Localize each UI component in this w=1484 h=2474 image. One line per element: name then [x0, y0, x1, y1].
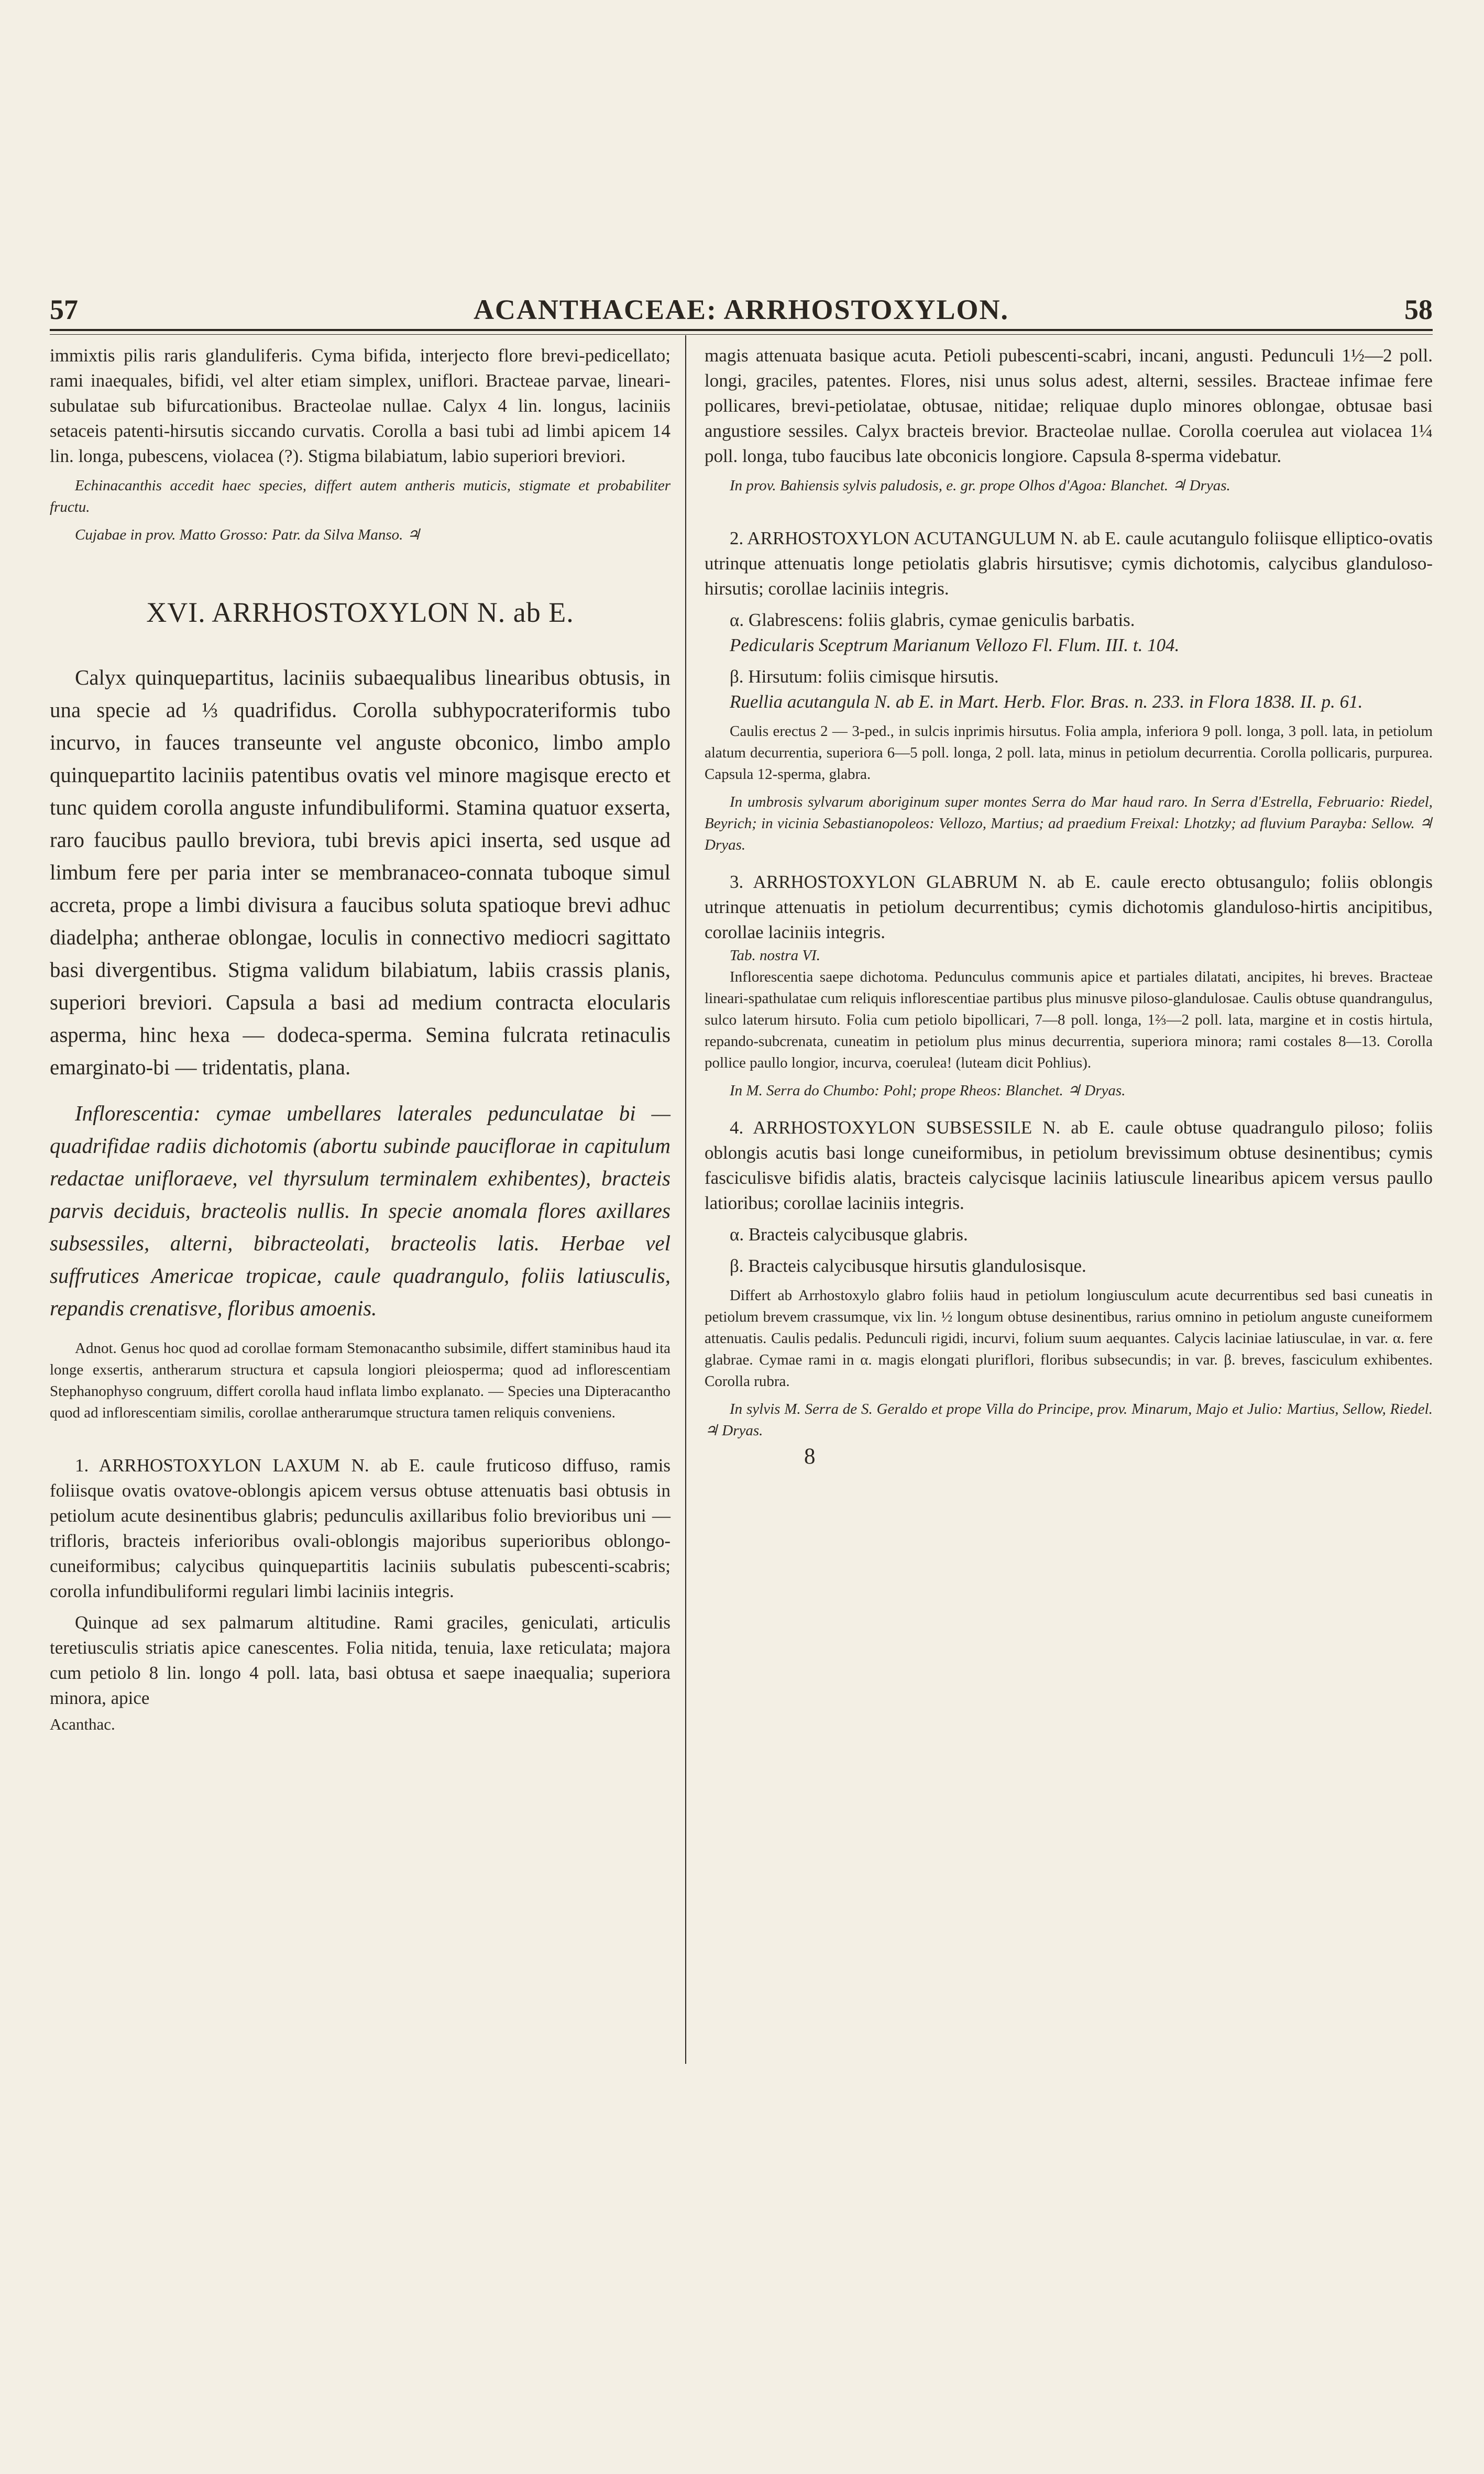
locality: Cujabae in prov. Matto Grosso: Patr. da Silva Manso. ♃ [75, 526, 421, 543]
column-divider [685, 335, 686, 2064]
header-rule-thin [50, 334, 1433, 335]
plate-reference: Tab. nostra VI. [730, 947, 820, 964]
genus-description: Calyx quinquepartitus, laciniis subaequalibus linearibus obtusis, in una specie ad ⅓ quadrifidus. Corolla subhypocrateriformis tubo incurvo, in fauces transeunte vel anguste obconico, limbo amplo quinquepartito laciniis patentibus ovatis vel minore magisque erecto et tunc quidem corolla anguste infundibuliformi. Stamina quatuor exserta, raro faucibus paullo breviora, tubi brevis apici inserta, sed usque ad limbum fere per paria inter se membranaceo-connata tuboque simul accreta, prope a limbi divisura a faucibus soluta spatioque brevi adhuc diadelpha; antherae oblongae, loculis in connectivo mediocri sagittato basi divergentibus. Stigma validum bilabiatum, labiis crassis planis, superiori breviori. Capsula a basi ad medium contracta elocularis asperma, hinc hexa — dodeca-sperma. Semina fulcrata retinaculis emarginato-bi — tridentatis, plana. [50, 665, 670, 1079]
species-4-description: Differt ab Arrhostoxylo glabro foliis haud in petiolum longiusculum acute decurrentibus sed basi cuneatis in petiolum brevem crassumque, vix lin. ½ longum obtuse desinentibus, rarius omnino in petiolum anguste cuneiformem attenuatis. Caulis pedalis. Pedunculi rigidi, incurvi, folium suum aequantes. Calycis laciniae latiusculae, in var. α. fere glabrae. Cymae rami in α. magis elongati pluriflori, floribus subsecundis; in var. β. breves, fasciculum exhibentes. Corolla rubra. [705, 1287, 1433, 1390]
left-column [50, 343, 670, 1734]
variety-alpha: α. Bracteis calycibusque glabris. [730, 1224, 968, 1245]
page-number-left: 57 [50, 294, 78, 325]
note: Echinacanthis accedit haec species, differt autem antheris muticis, stigmate et probabiliter fructu. [50, 477, 670, 515]
locality: In prov. Bahiensis sylvis paludosis, e. gr. prope Olhos d'Agoa: Blanchet. ♃ Dryas. [730, 477, 1230, 494]
header-rule [50, 329, 1433, 331]
running-head [50, 293, 1433, 330]
synonym: Pedicularis Sceptrum Marianum Vellozo Fl. Flum. III. t. 104. [730, 635, 1180, 655]
signature-number: 8 [804, 1444, 816, 1469]
species-3-diagnosis: 3. ARRHOSTOXYLON GLABRUM N. ab E. caule erecto obtusangulo; foliis oblongis utrinque attenuatis in petiolum decurrentibus; cymis dichotomis glanduloso-hirtis ancipitibus, corollae laciniis integris. [705, 872, 1433, 942]
variety-alpha: α. Glabrescens: foliis glabris, cymae geniculis barbatis. [730, 610, 1135, 630]
locality: In M. Serra do Chumbo: Pohl; prope Rheos: Blanchet. ♃ Dryas. [730, 1082, 1126, 1099]
right-column [705, 343, 1433, 1469]
paragraph: magis attenuata basique acuta. Petioli pubescenti-scabri, incani, angusti. Pedunculi 1½—2 poll. longi, graciles, patentes. Flores, nisi unus solus adest, alterni, sessiles. Bracteae infimae fere pollicares, brevi-petiolatae, obtusae, nitidae; reliquae duplo minores oblongae, obtusae basi angustiore sessiles. Calyx bracteis brevior. Bracteolae nullae. Corolla coerulea aut violacea 1¼ poll. longa, tubo faucibus late obconicis longiore. Capsula 8-sperma videbatur. [705, 345, 1433, 466]
signature-mark: Acanthac. [50, 1715, 115, 1733]
species-2-diagnosis: 2. ARRHOSTOXYLON ACUTANGULUM N. ab E. caule acutangulo foliisque elliptico-ovatis utrinque attenuatis longe petiolatis glabris hirsutisve; cymis dichotomis, calycibus glanduloso-hirsutis; corollae laciniis integris. [705, 528, 1433, 599]
species-3-description: Inflorescentia saepe dichotoma. Pedunculus communis apice et partiales dilatati, ancipites, hi breves. Bracteae lineari-spathulatae cum reliquis inflorescentiae partibus plus minusve piloso-glandulosae. Caulis obtuse quandrangulus, sulco laterum hirsuto. Folia cum petiolo bipollicari, 7—8 poll. longa, 1⅔—2 poll. lata, margine et in costis hirtula, repando-subcrenata, cuneatim in petiolum plus minus decurrentia, superiora minora; rami costales 8—13. Corolla pollice paullo longior, incurva, coerulea! (luteam dicit Pohlius). [705, 969, 1433, 1071]
species-4-diagnosis: 4. ARRHOSTOXYLON SUBSESSILE N. ab E. caule obtuse quadrangulo piloso; foliis oblongis acutis basi longe cuneiformibus, in petiolum brevissimum obtuse desinentibus; cymis fasciculisve bifidis alatis, bracteis calycisque laciniis latiuscule linearibus apicem versus paullo latioribus; corollae laciniis integris. [705, 1117, 1433, 1213]
variety-beta: β. Hirsutum: foliis cimisque hirsutis. [730, 666, 999, 687]
species-2-description: Caulis erectus 2 — 3-ped., in sulcis inprimis hirsutus. Folia ampla, inferiora 9 poll. longa, 3 poll. lata, in petiolum alatum decurrentia, superiora 6—5 poll. longa, 2 poll. lata, minus in petiolum decurrentia. Corolla pollicaris, purpurea. Capsula 12-sperma, glabra. [705, 723, 1433, 783]
locality: In umbrosis sylvarum aboriginum super montes Serra do Mar haud raro. In Serra d'Estrella, Februario: Riedel, Beyrich; in vicinia Sebastianopoleos: Vellozo, Martius; ad praedium Freixal: Lhotzky; ad fluvium Parayba: Sellow. ♃ Dryas. [705, 794, 1433, 853]
locality: In sylvis M. Serra de S. Geraldo et prope Villa do Principe, prov. Minarum, Majo et Julio: Martius, Sellow, Riedel. ♃ Dryas. [705, 1401, 1433, 1439]
species-1-description: Quinque ad sex palmarum altitudine. Rami graciles, geniculati, articulis teretiusculis striatis apice canescentes. Folia nitida, tenuia, laxe reticulata; majora cum petiolo 8 lin. longo 4 poll. lata, basi obtusa et saepe inaequalia; superiora minora, apice [50, 1612, 670, 1708]
running-title: ACANTHACEAE: ARRHOSTOXYLON. [473, 294, 1009, 325]
paragraph: immixtis pilis raris glanduliferis. Cyma bifida, interjecto flore brevi-pedicellato; rami inaequales, bifidi, vel alter etiam simplex, uniflori. Bracteae parvae, lineari-subulatae sub bifurcationibus. Bracteolae nullae. Calyx 4 lin. longus, laciniis setaceis patenti-hirsutis siccando curvatis. Corolla a basi tubi ad limbi apicem 14 lin. longa, pubescens, violacea (?). Stigma bilabiatum, labio superiori breviori. [50, 345, 670, 466]
genus-heading: XVI. ARRHOSTOXYLON N. ab E. [146, 597, 574, 628]
annotation: Adnot. Genus hoc quod ad corollae formam Stemonacantho subsimile, differt staminibus haud ita longe exsertis, antherarum structura et capsula longiori pleiosperma; quod ad inflorescentiam Stephanophyso congruum, differt corolla haud inflata limbo explanato. — Species una Dipteracantho quod ad inflorescentiam similis, corollae antherarumque structura tamen reliquis conveniens. [50, 1340, 670, 1421]
variety-beta: β. Bracteis calycibusque hirsutis glandulosisque. [730, 1256, 1086, 1276]
page-number-right: 58 [1404, 294, 1433, 325]
synonym: Ruellia acutangula N. ab E. in Mart. Herb. Flor. Bras. n. 233. in Flora 1838. II. p. 61. [730, 691, 1363, 712]
species-1-diagnosis: 1. ARRHOSTOXYLON LAXUM N. ab E. caule fruticoso diffuso, ramis foliisque ovatis ovatove-oblongis apicem versus obtuse attenuatis basi obtusis in petiolum acute desinentibus glabris; pedunculis axillaribus folio brevioribus uni — trifloris, bracteis inferioribus ovali-oblongis majoribus superioribus oblongo-cuneiformibus; calycibus quinquepartitis laciniis subulatis pubescenti-scabris; corolla infundibuliformi regulari limbi laciniis integris. [50, 1455, 670, 1601]
inflorescence-description: Inflorescentia: cymae umbellares laterales pedunculatae bi — quadrifidae radiis dichotomis (abortu subinde pauciflorae in capitulum redactae unifloraeve, vel thyrsulum terminalem exhibentes), bracteis parvis deciduis, bracteolis nullis. In specie anomala flores axillares subsessiles, alterni, bibracteolati, bracteolis latis. Herbae vel suffrutices Americae tropicae, caule quadrangulo, foliis latiusculis, repandis crenatisve, floribus amoenis. [50, 1101, 670, 1320]
